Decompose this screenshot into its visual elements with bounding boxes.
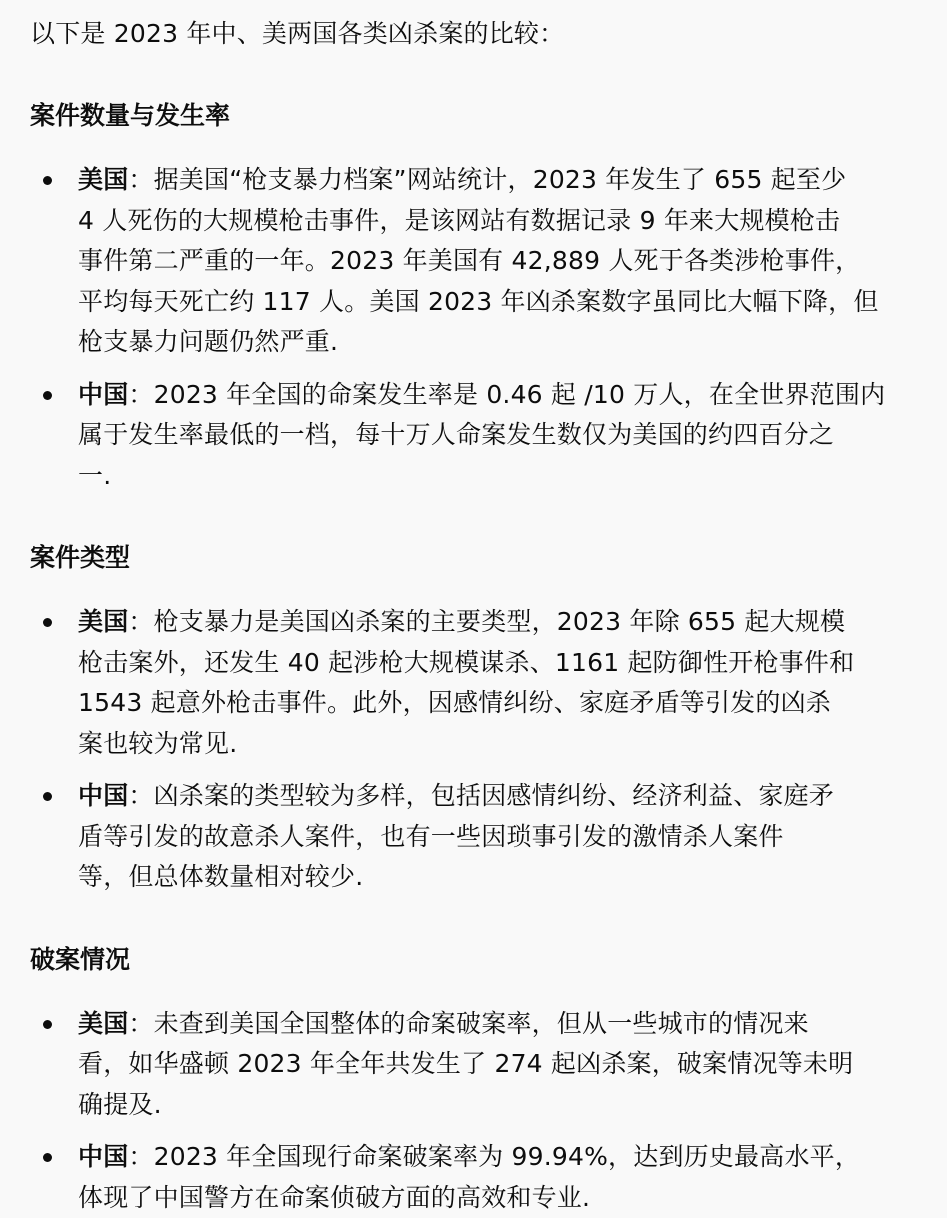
list-item-text: ：凶杀案的类型较为多样，包括因感情纠纷、经济利益、家庭矛: [128, 781, 834, 810]
list-item-line: [78, 1004, 919, 1045]
country-label-china: 中国: [78, 380, 128, 409]
list-item-line: 枪支暴力问题仍然严重.: [78, 322, 919, 363]
list-item-text: ：据美国“枪支暴力档案”网站统计，2023 年发生了 655 起至少: [128, 165, 846, 194]
bullet-list-case-count: [30, 160, 919, 496]
list-item-line: 平均每天死亡约 117 人。美国 2023 年凶杀案数字虽同比大幅下降，但: [78, 282, 919, 323]
list-item-line: [78, 1137, 919, 1178]
bullet-dot-icon: [43, 176, 52, 185]
list-item-china-case-count: [30, 375, 919, 497]
bullet-dot-icon: [43, 618, 52, 627]
list-item-line: 体现了中国警方在命案侦破方面的高效和专业.: [78, 1178, 919, 1218]
list-item-text: ：枪支暴力是美国凶杀案的主要类型，2023 年除 655 起大规模: [128, 607, 845, 636]
list-item-line: 事件第二严重的一年。2023 年美国有 42,889 人死于各类涉枪事件，: [78, 241, 919, 282]
list-item-line: 一.: [78, 456, 919, 497]
list-item-line: 枪击案外，还发生 40 起涉枪大规模谋杀、1161 起防御性开枪事件和: [78, 643, 919, 684]
section-heading-case-count: 案件数量与发生率: [30, 96, 919, 136]
country-label-usa: 美国: [78, 165, 128, 194]
bullet-dot-icon: [43, 391, 52, 400]
list-item-line: 1543 起意外枪击事件。此外，因感情纠纷、家庭矛盾等引发的凶杀: [78, 683, 919, 724]
list-item-line: 盾等引发的故意杀人案件，也有一些因琐事引发的激情杀人案件: [78, 817, 919, 858]
list-item-line: 案也较为常见.: [78, 724, 919, 765]
list-item-china-solve-rate: [30, 1137, 919, 1218]
bullet-dot-icon: [43, 1153, 52, 1162]
list-item-line: [78, 375, 919, 416]
list-item-line: 确提及.: [78, 1085, 919, 1126]
bullet-list-solve-rate: [30, 1004, 919, 1218]
bullet-dot-icon: [43, 792, 52, 801]
list-item-line: 看，如华盛顿 2023 年全年共发生了 274 起凶杀案，破案情况等未明: [78, 1044, 919, 1085]
list-item-text: ：2023 年全国的命案发生率是 0.46 起 /10 万人，在全世界范围内: [128, 380, 885, 409]
intro-text: 以下是 2023 年中、美两国各类凶杀案的比较：: [30, 14, 919, 54]
list-item-china-case-type: [30, 776, 919, 898]
bullet-dot-icon: [43, 1020, 52, 1029]
list-item-line: [78, 776, 919, 817]
section-heading-case-type: 案件类型: [30, 538, 919, 578]
list-item-text: ：未查到美国全国整体的命案破案率，但从一些城市的情况来: [128, 1009, 808, 1038]
country-label-usa: 美国: [78, 1009, 128, 1038]
list-item-line: [78, 602, 919, 643]
list-item-usa-solve-rate: [30, 1004, 919, 1126]
list-item-line: 属于发生率最低的一档，每十万人命案发生数仅为美国的约四百分之: [78, 415, 919, 456]
country-label-usa: 美国: [78, 607, 128, 636]
list-item-text: ：2023 年全国现行命案破案率为 99.94%，达到历史最高水平，: [128, 1142, 860, 1171]
section-heading-solve-rate: 破案情况: [30, 940, 919, 980]
list-item-usa-case-type: [30, 602, 919, 764]
list-item-usa-case-count: [30, 160, 919, 363]
country-label-china: 中国: [78, 781, 128, 810]
country-label-china: 中国: [78, 1142, 128, 1171]
bullet-list-case-type: [30, 602, 919, 898]
list-item-line: 4 人死伤的大规模枪击事件，是该网站有数据记录 9 年来大规模枪击: [78, 201, 919, 242]
list-item-line: [78, 160, 919, 201]
list-item-line: 等，但总体数量相对较少.: [78, 857, 919, 898]
